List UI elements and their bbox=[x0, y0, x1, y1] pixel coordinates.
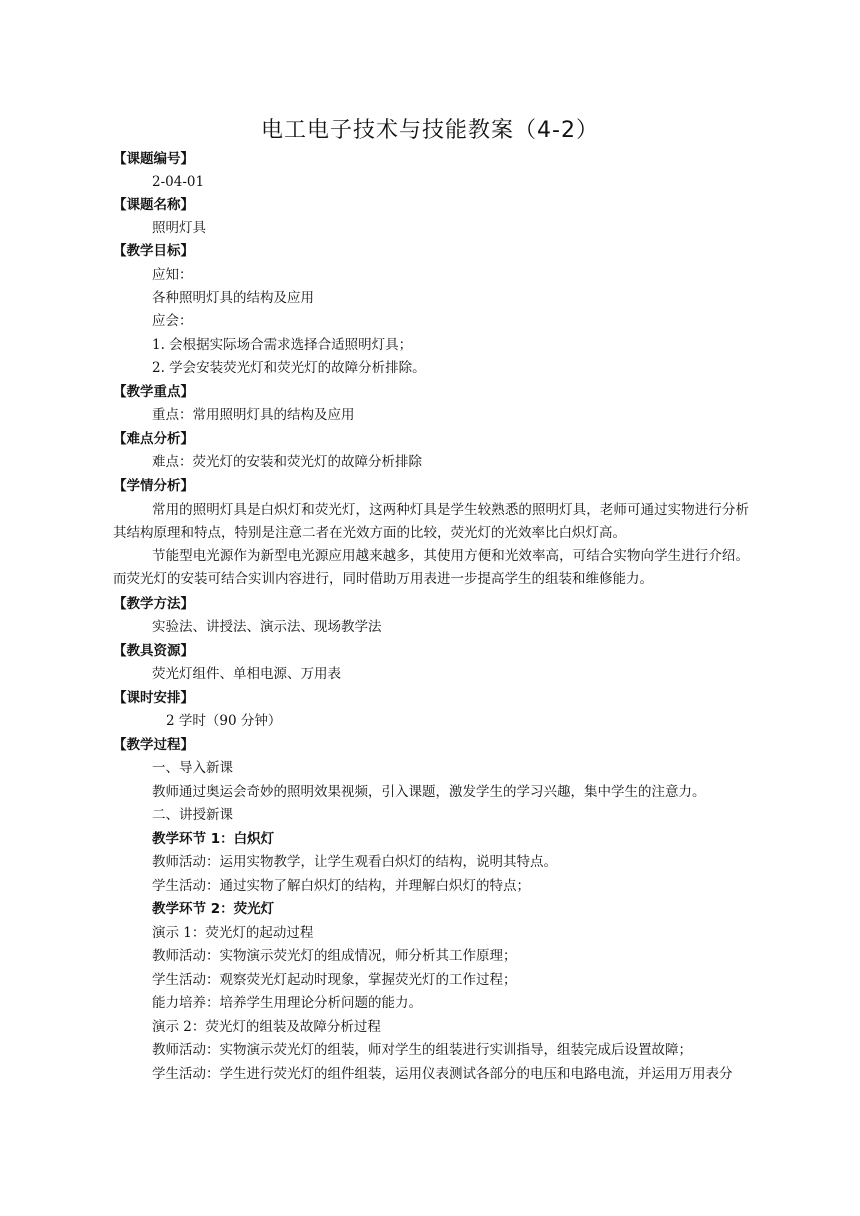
difficulty-text: 难点：荧光灯的安装和荧光灯的故障分析排除 bbox=[152, 454, 422, 470]
goal-line: 各种照明灯具的结构及应用 bbox=[152, 290, 314, 306]
heading-teaching-goals: 【教学目标】 bbox=[113, 243, 194, 259]
heading-teaching-method: 【教学方法】 bbox=[113, 596, 194, 612]
heading-topic-name: 【课题名称】 bbox=[113, 197, 194, 213]
process-line: 教师活动：实物演示荧光灯的组装，师对学生的组装进行实训指导，组装完成后设置故障； bbox=[152, 1042, 692, 1058]
process-line: 学生活动：学生进行荧光灯的组件组装，运用仪表测试各部分的电压和电路电流，并运用万用表分 bbox=[152, 1066, 733, 1082]
teaching-method-text: 实验法、讲授法、演示法、现场教学法 bbox=[152, 619, 382, 635]
process-line: 学生活动：通过实物了解白炽灯的结构，并理解白炽灯的特点； bbox=[152, 878, 530, 894]
topic-name-value: 照明灯具 bbox=[152, 220, 206, 236]
process-line: 一、导入新课 bbox=[152, 760, 233, 776]
process-step-heading: 教学环节 1：白炽灯 bbox=[152, 831, 275, 847]
process-line: 教师通过奥运会奇妙的照明效果视频，引入课题，激发学生的学习兴趣，集中学生的注意力。 bbox=[152, 784, 706, 800]
heading-teaching-focus: 【教学重点】 bbox=[113, 384, 194, 400]
goal-line: 1. 会根据实际场合需求选择合适照明灯具； bbox=[152, 337, 413, 353]
process-line: 二、讲授新课 bbox=[152, 807, 233, 823]
process-line: 演示 2：荧光灯的组装及故障分析过程 bbox=[152, 1019, 381, 1035]
goal-line: 应知： bbox=[152, 267, 193, 283]
student-analysis-paragraph: 节能型电光源作为新型电光源应用越来越多，其使用方便和光效率高，可结合实物向学生进行介绍。而荧光灯的安装可结合实训内容进行，同时借助万用表进一步提高学生的组装和维修能力。 bbox=[113, 548, 749, 587]
heading-topic-code: 【课题编号】 bbox=[113, 151, 194, 167]
process-line: 能力培养：培养学生用理论分析问题的能力。 bbox=[152, 995, 422, 1011]
heading-student-analysis: 【学情分析】 bbox=[113, 478, 194, 494]
schedule-text: 2 学时（90 分钟） bbox=[166, 713, 282, 729]
resources-text: 荧光灯组件、单相电源、万用表 bbox=[152, 666, 341, 682]
process-line: 演示 1：荧光灯的起动过程 bbox=[152, 925, 314, 941]
process-step-heading: 教学环节 2：荧光灯 bbox=[152, 901, 275, 917]
student-analysis-paragraph: 常用的照明灯具是白炽灯和荧光灯，这两种灯具是学生较熟悉的照明灯具，老师可通过实物进行分析其结构原理和特点，特别是注意二者在光效方面的比较，荧光灯的光效率比白炽灯高。 bbox=[113, 502, 749, 541]
process-line: 学生活动：观察荧光灯起动时现象，掌握荧光灯的工作过程； bbox=[152, 972, 517, 988]
heading-teaching-process: 【教学过程】 bbox=[113, 737, 194, 753]
document-title: 电工电子技术与技能教案（4-2） bbox=[261, 118, 599, 143]
topic-code-value: 2-04-01 bbox=[152, 174, 205, 190]
heading-difficulty: 【难点分析】 bbox=[113, 431, 194, 447]
heading-schedule: 【课时安排】 bbox=[113, 690, 194, 706]
teaching-focus-text: 重点：常用照明灯具的结构及应用 bbox=[152, 407, 355, 423]
heading-resources: 【教具资源】 bbox=[113, 643, 194, 659]
goal-line: 应会： bbox=[152, 313, 193, 329]
goal-line: 2. 学会安装荧光灯和荧光灯的故障分析排除。 bbox=[152, 360, 426, 376]
process-line: 教师活动：实物演示荧光灯的组成情况，师分析其工作原理； bbox=[152, 948, 517, 964]
process-line: 教师活动：运用实物教学，让学生观看白炽灯的结构，说明其特点。 bbox=[152, 854, 557, 870]
